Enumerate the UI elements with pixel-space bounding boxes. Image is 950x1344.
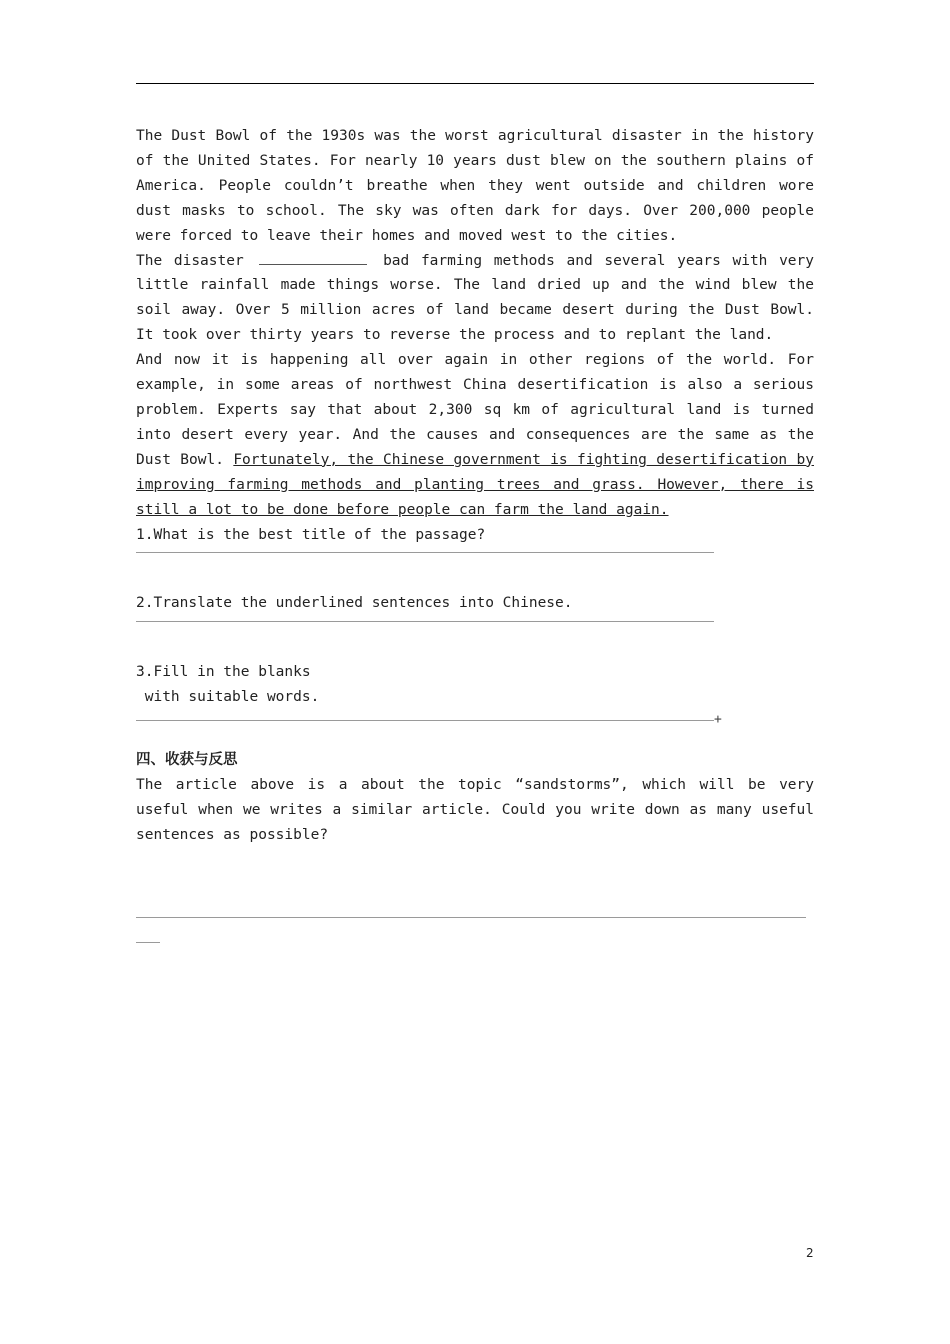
section-4-text: The article above is a about the topic “sandstorms”, which will be very useful when we writes a similar article. Could you write down as many useful sentences as possible?: [136, 777, 814, 843]
section-4-title: 四、收获与反思: [136, 752, 238, 769]
page-number: 2: [806, 1246, 814, 1260]
fill-blank[interactable]: [259, 264, 367, 265]
question-3-line-2: with suitable words.: [136, 689, 320, 706]
question-2: 2.Translate the underlined sentences into Chinese.: [136, 595, 573, 612]
reflection-answer-line[interactable]: [136, 917, 806, 918]
reflection-answer-line-end[interactable]: [136, 942, 160, 943]
passage-paragraph-2: [136, 249, 814, 349]
question-1: 1.What is the best title of the passage?: [136, 526, 486, 543]
passage-paragraph-3: [136, 348, 814, 522]
answer-line-3[interactable]: [136, 720, 714, 721]
passage-p2-start: The disaster: [136, 252, 244, 269]
question-3-line-1: 3.Fill in the blanks: [136, 664, 311, 681]
passage-paragraph-1: The Dust Bowl of the 1930s was the worst agricultural disaster in the history of the United States. For nearly 10 years dust blew on the southern plains of America. People couldn’t breathe when they went outside and children wore dust masks to school. The sky was often dark for days. Over 200,000 people were forced to leave their homes and moved west to the cities.: [136, 128, 814, 244]
underlined-sentences: Fortunately, the Chinese government is fighting desertification by improving farming methods and planting trees and grass. However, there is still a lot to be done before people can farm the land again.: [136, 451, 814, 518]
header-rule: [136, 83, 814, 84]
passage-p2-rest: bad farming methods and several years with very little rainfall made things worse. The land dried up and the wind blew the soil away. Over 5 million acres of land became desert during the Dust Bowl. It took over thirty years to reverse the process and to replant the land.: [136, 252, 814, 344]
answer-row-3: [136, 710, 814, 734]
passage-p3-text: And now it is happening all over again in other regions of the world. For example, in some areas of northwest China desertification is also a serious problem. Experts say that about 2,300 sq km of agricultural land is turned into desert every year. And the causes and consequences are the same as the Dust Bowl.: [136, 352, 814, 468]
worksheet-content: [136, 124, 814, 943]
plus-mark: +: [714, 712, 722, 728]
